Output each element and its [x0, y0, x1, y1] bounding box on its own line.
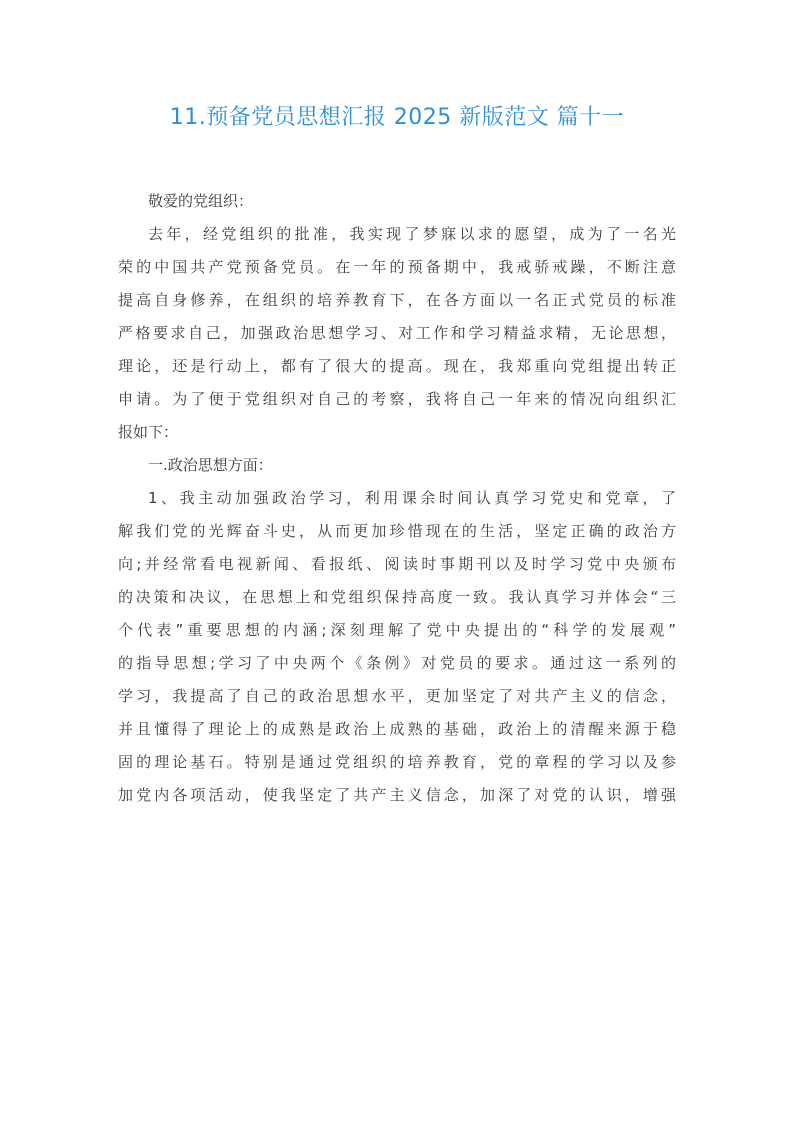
- paragraph-line: 解我们党的光辉奋斗史，从而更加珍惜现在的生活，坚定正确的政治方: [118, 522, 676, 540]
- section-heading: 一.政治思想方面：: [148, 456, 273, 474]
- salutation-line: 敬爱的党组织：: [148, 192, 254, 210]
- paragraph-line: 申请。为了便于党组织对自己的考察，我将自己一年来的情况向组织汇: [118, 390, 676, 408]
- paragraph-line: 学习，我提高了自己的政治思想水平，更加坚定了对共产主义的信念，: [118, 687, 676, 705]
- paragraph-line: 个代表”重要思想的内涵;深刻理解了党中央提出的“科学的发展观”: [118, 621, 676, 639]
- paragraph-line: 固的理论基石。特别是通过党组织的培养教育，党的章程的学习以及参: [118, 753, 676, 771]
- paragraph-line: 的决策和决议，在思想上和党组织保持高度一致。我认真学习并体会“三: [118, 588, 676, 606]
- paragraph-line: 并且懂得了理论上的成熟是政治上成熟的基础，政治上的清醒来源于稳: [118, 720, 676, 738]
- paragraph-line: 理论，还是行动上，都有了很大的提高。现在，我郑重向党组提出转正: [118, 357, 676, 375]
- paragraph-line: 的指导思想;学习了中央两个《条例》对党员的要求。通过这一系列的: [118, 654, 676, 672]
- paragraph-line: 提高自身修养，在组织的培养教育下，在各方面以一名正式党员的标准: [118, 291, 676, 309]
- paragraph-line: 荣的中国共产党预备党员。在一年的预备期中，我戒骄戒躁，不断注意: [118, 258, 676, 276]
- paragraph-line: 1、我主动加强政治学习，利用课余时间认真学习党史和党章，了: [148, 489, 676, 507]
- document-title: 11.预备党员思想汇报 2025 新版范文 篇十一: [169, 105, 625, 130]
- paragraph-line: 加党内各项活动，使我坚定了共产主义信念，加深了对党的认识，增强: [118, 786, 676, 804]
- document-body: [118, 185, 676, 812]
- paragraph-line: 向;并经常看电视新闻、看报纸、阅读时事期刊以及时学习党中央颁布: [118, 555, 676, 573]
- paragraph-line: 报如下：: [118, 423, 179, 441]
- paragraph-line: 严格要求自己，加强政治思想学习、对工作和学习精益求精，无论思想，: [118, 324, 676, 342]
- paragraph-line: 去年，经党组织的批准，我实现了梦寐以求的愿望，成为了一名光: [148, 225, 676, 243]
